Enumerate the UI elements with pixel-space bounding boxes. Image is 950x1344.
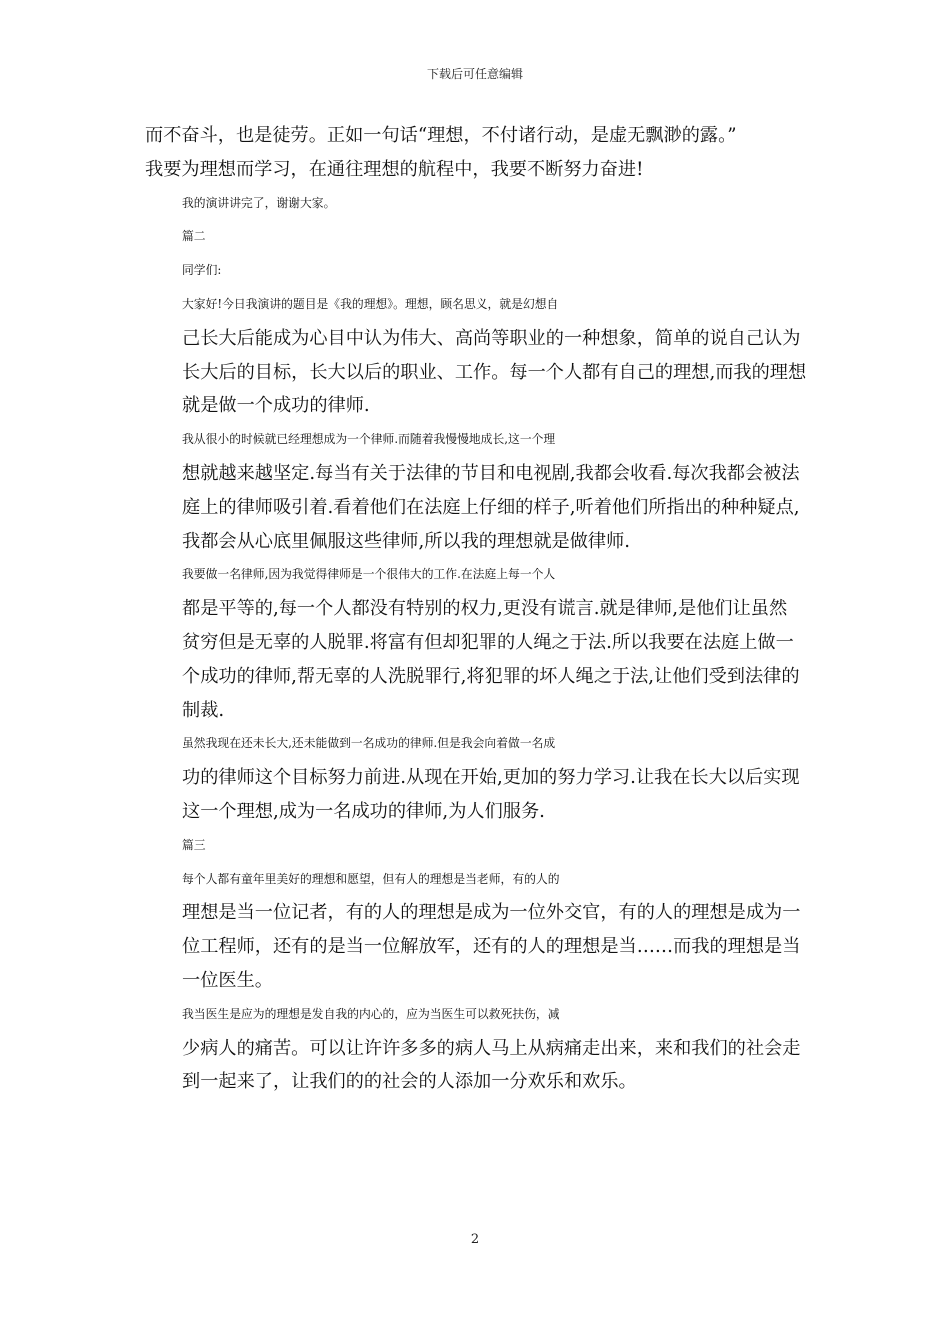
paragraph	[145, 998, 807, 1099]
text-line: 大家好!今日我演讲的题目是《我的理想》。理想，顾名思义，就是幻想自	[182, 296, 559, 311]
text-line: 每个人都有童年里美好的理想和愿望，但有人的理想是当老师，有的人的	[182, 871, 560, 886]
text-line: 一位医生。	[182, 969, 273, 991]
text-line: 己长大后能成为心目中认为伟大、高尚等职业的一种想象，简单的说自己认为	[182, 327, 801, 349]
text-line: 我的演讲讲完了，谢谢大家。	[182, 195, 336, 210]
text-line: 庭上的律师吸引着.看着他们在法庭上仔细的样子,听着他们所指出的种种疑点,	[182, 496, 800, 518]
text-line: 理想是当一位记者，有的人的理想是成为一位外交官，有的人的理想是成为一	[182, 902, 801, 924]
text-line: 虽然我现在还未长大,还未能做到一名成功的律师.但是我会向着做一名成	[182, 736, 556, 751]
text-line: 个成功的律师,帮无辜的人洗脱罪行,将犯罪的坏人绳之于法,让他们受到法律的	[182, 665, 800, 687]
paragraph	[145, 119, 807, 187]
page-number: 2	[470, 1232, 480, 1247]
paragraph	[145, 829, 807, 863]
text-line: 就是做一个成功的律师.	[182, 395, 370, 417]
text-line: 到一起来了，让我们的的社会的人添加一分欢乐和欢乐。	[182, 1071, 637, 1093]
text-line: 而不奋斗，也是徒劳。正如一句话“理想，不付诸行动，是虚无飘渺的露。”	[145, 125, 737, 146]
paragraph	[145, 558, 807, 727]
paragraph	[145, 254, 807, 288]
text-line: 长大后的目标，长大以后的职业、工作。每一个人都有自己的理想,而我的理想	[182, 361, 807, 383]
text-line: 我都会从心底里佩服这些律师,所以我的理想就是做律师.	[182, 530, 631, 552]
text-line: 篇三	[182, 837, 206, 852]
text-line: 位工程师，还有的是当一位解放军，还有的人的理想是当……而我的理想是当	[182, 936, 801, 958]
text-line: 想就越来越坚定.每当有关于法律的节目和电视剧,我都会收看.每次我都会被法	[182, 462, 800, 484]
text-line: 这一个理想,成为一名成功的律师,为人们服务.	[182, 800, 545, 822]
text-line: 贫穷但是无辜的人脱罪.将富有但却犯罪的人绳之于法.所以我要在法庭上做一	[182, 631, 794, 653]
page-header: 下载后可任意编辑	[426, 67, 523, 81]
text-line: 我要做一名律师,因为我觉得律师是一个很伟大的工作.在法庭上每一个人	[182, 567, 556, 582]
paragraph	[145, 863, 807, 998]
paragraph	[145, 423, 807, 558]
text-line: 功的律师这个目标努力前进.从现在开始,更加的努力学习.让我在长大以后实现	[182, 767, 800, 789]
text-line: 都是平等的,每一个人都没有特别的权力,更没有谎言.就是律师,是他们让虽然	[182, 598, 788, 620]
paragraph	[145, 288, 807, 423]
text-line: 我要为理想而学习，在通往理想的航程中，我要不断努力奋进!	[145, 158, 644, 180]
text-line: 少病人的痛苦。可以让许许多多的病人马上从病痛走出来，来和我们的社会走	[182, 1037, 801, 1059]
text-line: 我当医生是应为的理想是发自我的内心的，应为当医生可以救死扶伤，减	[182, 1006, 560, 1021]
document-body	[145, 119, 807, 1099]
text-line: 篇二	[182, 229, 206, 244]
paragraph	[145, 187, 807, 221]
paragraph	[145, 727, 807, 828]
text-line: 我从很小的时候就已经理想成为一个律师.而随着我慢慢地成长,这一个理	[182, 432, 556, 447]
text-line: 制裁.	[182, 699, 225, 721]
paragraph	[145, 220, 807, 254]
text-line: 同学们:	[182, 263, 222, 278]
